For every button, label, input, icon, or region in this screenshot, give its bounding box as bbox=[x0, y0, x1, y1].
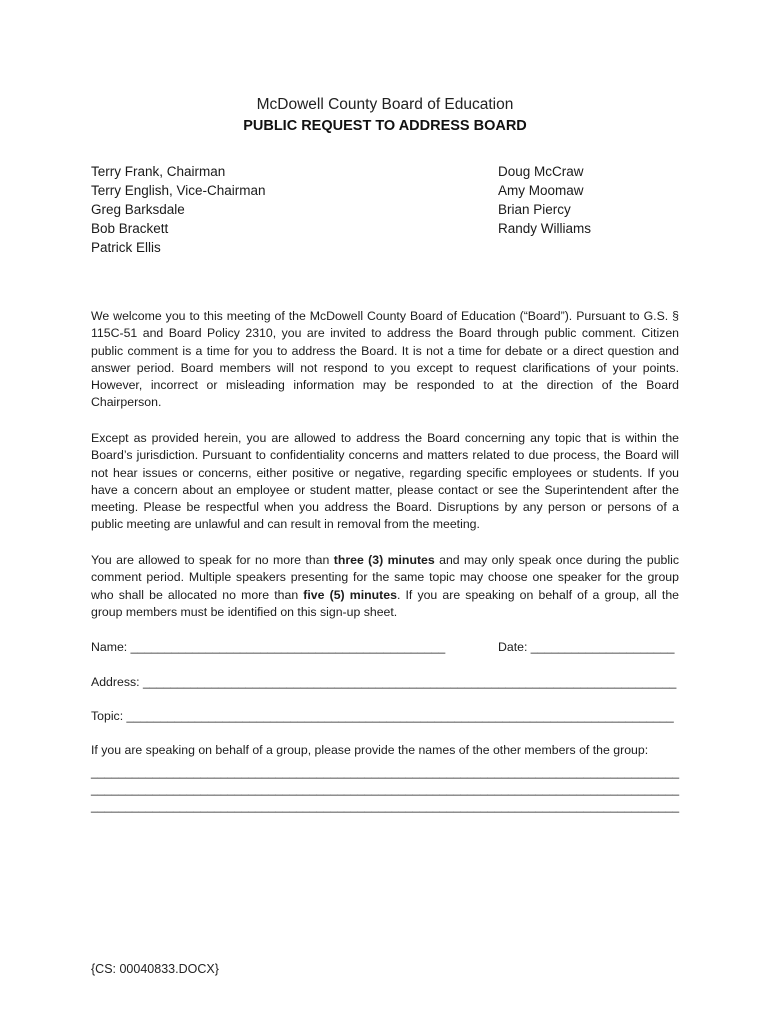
welcome-paragraph: We welcome you to this meeting of the McDowell County Board of Education (“Board”). Pursuant to G.S. § 115C-51 and Board Policy 2310, you are invited to address the Board through public comment. Citizen public comment is a time for you to address the Board. It is not a time for debate or a direct question and answer period. Board members will not respond to you except to request clarifications of your points. However, incorrect or misleading information may be responded to at the direction of the Board Chairperson. bbox=[91, 309, 679, 410]
five-minutes-emphasis: five (5) minutes bbox=[303, 587, 397, 602]
group-member-line[interactable]: ______________________________________________________________________________________ bbox=[91, 782, 680, 796]
board-member: Terry English, Vice-Chairman bbox=[91, 183, 266, 198]
board-member: Doug McCraw bbox=[498, 164, 584, 179]
document-id-footer: {CS: 00040833.DOCX} bbox=[91, 962, 219, 976]
time-limit-text: . If you are speaking on behalf of a group, all the group members must be identified on this sign-up sheet. bbox=[91, 587, 679, 619]
group-members-prompt: If you are speaking on behalf of a group, please provide the names of the other members of the group: bbox=[91, 743, 649, 757]
board-member: Bob Brackett bbox=[91, 221, 169, 236]
jurisdiction-paragraph: Except as provided herein, you are allowed to address the Board concerning any topic that is within the Board’s jurisdiction. Pursuant to confidentiality concerns and matters related to due process, the Board will not hear issues or concerns, either positive or negative, regarding specific employees or students. If you have a concern about an employee or student matter, please contact or see the Superintendent after the meeting. Please be respectful when you address the Board. Disruptions by any person or persons of a public meeting are unlawful and can result in removal from the meeting. bbox=[91, 431, 679, 532]
group-member-line[interactable]: ______________________________________________________________________________________ bbox=[91, 765, 680, 779]
board-member: Randy Williams bbox=[498, 221, 592, 236]
date-field[interactable]: Date: _____________________ bbox=[498, 640, 675, 654]
name-field[interactable]: Name: ______________________________________________ bbox=[91, 640, 446, 654]
board-member: Patrick Ellis bbox=[91, 240, 161, 255]
board-members-left-column bbox=[91, 162, 266, 257]
three-minutes-emphasis: three (3) minutes bbox=[333, 553, 435, 567]
board-member: Terry Frank, Chairman bbox=[91, 164, 226, 179]
board-member: Greg Barksdale bbox=[91, 202, 185, 217]
topic-field[interactable]: Topic: ________________________________________________________________________________ bbox=[91, 709, 674, 723]
time-limit-text: and may only speak once during the public comment period. Multiple speakers presenting for the same topic may choose one speaker for the group who shall be allocated no more than bbox=[91, 553, 679, 602]
address-field[interactable]: Address: ______________________________________________________________________________ bbox=[91, 675, 677, 689]
time-limit-text: You are allowed to speak for no more than bbox=[91, 553, 334, 567]
board-member: Brian Piercy bbox=[498, 202, 571, 217]
organization-name: McDowell County Board of Education bbox=[256, 96, 514, 113]
board-members-right-column bbox=[498, 162, 591, 238]
board-member: Amy Moomaw bbox=[498, 183, 584, 198]
time-limit-paragraph bbox=[91, 552, 679, 621]
group-member-line[interactable]: ______________________________________________________________________________________ bbox=[91, 799, 680, 813]
document-title: PUBLIC REQUEST TO ADDRESS BOARD bbox=[243, 118, 527, 134]
